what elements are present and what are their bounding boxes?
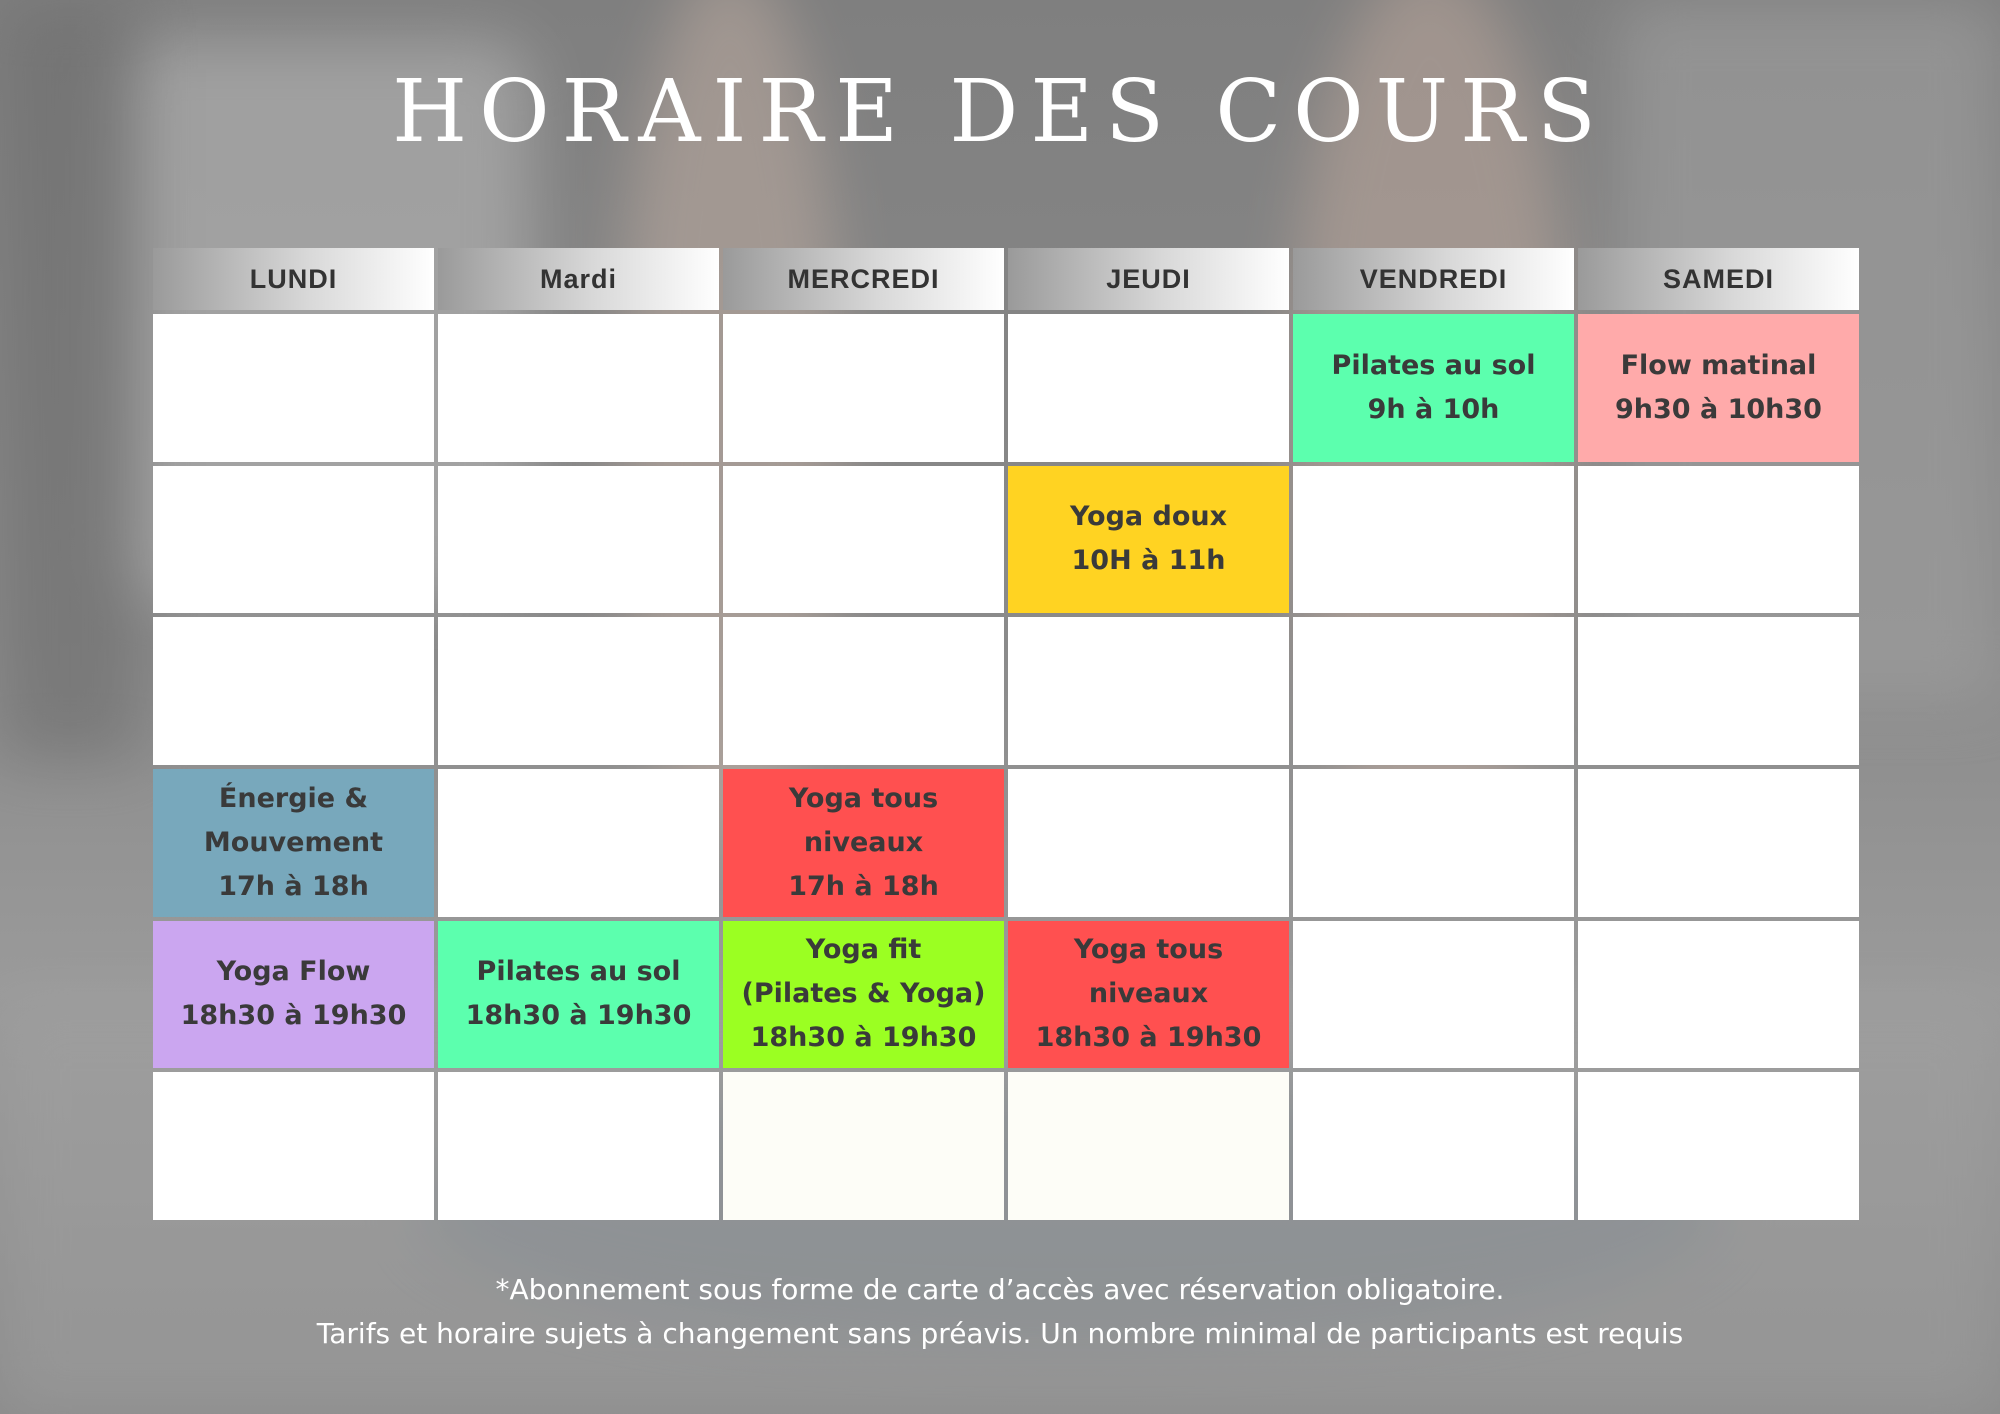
empty-slot — [1293, 466, 1574, 614]
class-slot-text: Flow matinal — [1620, 349, 1817, 381]
class-slot-text: Mouvement — [203, 826, 384, 858]
empty-slot — [723, 314, 1004, 462]
class-slot-text: 18h30 à 19h30 — [180, 1000, 407, 1032]
empty-slot — [1578, 769, 1859, 917]
empty-slot — [153, 617, 434, 765]
class-slot-text: Pilates au sol — [1331, 349, 1536, 381]
footer-note — [0, 1268, 2000, 1356]
class-slot — [438, 921, 719, 1069]
empty-slot — [1008, 1072, 1289, 1220]
empty-slot — [153, 466, 434, 614]
empty-slot — [1578, 921, 1859, 1069]
class-slot-text: 17h à 18h — [788, 870, 939, 902]
empty-slot — [1293, 1072, 1574, 1220]
class-slot-text: niveaux — [803, 826, 924, 858]
empty-slot — [1293, 921, 1574, 1069]
class-slot-text: Pilates au sol — [476, 956, 681, 988]
class-slot — [723, 921, 1004, 1069]
empty-slot — [723, 1072, 1004, 1220]
class-slot-text: Yoga tous — [788, 782, 939, 814]
page-title: HORAIRE DES COURS — [392, 62, 1608, 162]
header-mercredi: MERCREDI — [723, 248, 1004, 310]
class-slot — [1293, 314, 1574, 462]
empty-slot — [1578, 466, 1859, 614]
footer-line-1: *Abonnement sous forme de carte d’accès avec réservation obligatoire. — [495, 1273, 1505, 1306]
empty-slot — [1008, 314, 1289, 462]
empty-slot — [153, 314, 434, 462]
empty-slot — [1293, 769, 1574, 917]
header-jeudi: JEUDI — [1008, 248, 1289, 310]
header-lundi: LUNDI — [153, 248, 434, 310]
class-slot-text: (Pilates & Yoga) — [741, 978, 986, 1010]
empty-slot — [438, 769, 719, 917]
class-slot-text: 9h à 10h — [1367, 393, 1500, 425]
empty-slot — [438, 314, 719, 462]
class-slot — [153, 769, 434, 917]
empty-slot — [1008, 769, 1289, 917]
class-slot-text: 18h30 à 19h30 — [750, 1022, 977, 1054]
footer-line-2: Tarifs et horaire sujets à changement sans préavis. Un nombre minimal de participants est requis — [316, 1317, 1684, 1350]
empty-slot — [438, 1072, 719, 1220]
class-slot-text: Yoga tous — [1073, 934, 1224, 966]
header-samedi: SAMEDI — [1578, 248, 1859, 310]
class-slot — [153, 921, 434, 1069]
empty-slot — [723, 617, 1004, 765]
empty-slot — [438, 466, 719, 614]
class-slot — [1008, 466, 1289, 614]
empty-slot — [438, 617, 719, 765]
class-slot-text: Énergie & — [218, 782, 369, 814]
empty-slot — [723, 466, 1004, 614]
schedule-table — [153, 248, 1859, 1220]
class-slot-text: 18h30 à 19h30 — [465, 1000, 692, 1032]
class-slot — [723, 769, 1004, 917]
empty-slot — [1578, 617, 1859, 765]
class-slot-text: Yoga doux — [1069, 501, 1228, 533]
empty-slot — [1008, 617, 1289, 765]
header-mardi: Mardi — [438, 248, 719, 310]
class-slot-text: 17h à 18h — [218, 870, 369, 902]
class-slot-text: 10H à 11h — [1071, 545, 1226, 577]
class-slot-text: Yoga fit — [805, 934, 922, 966]
class-slot — [1578, 314, 1859, 462]
class-slot-text: 18h30 à 19h30 — [1035, 1022, 1262, 1054]
header-vendredi: VENDREDI — [1293, 248, 1574, 310]
class-slot-text: niveaux — [1088, 978, 1209, 1010]
empty-slot — [1293, 617, 1574, 765]
class-slot-text: Yoga Flow — [216, 956, 371, 988]
empty-slot — [1578, 1072, 1859, 1220]
empty-slot — [153, 1072, 434, 1220]
class-slot — [1008, 921, 1289, 1069]
class-slot-text: 9h30 à 10h30 — [1615, 393, 1822, 425]
